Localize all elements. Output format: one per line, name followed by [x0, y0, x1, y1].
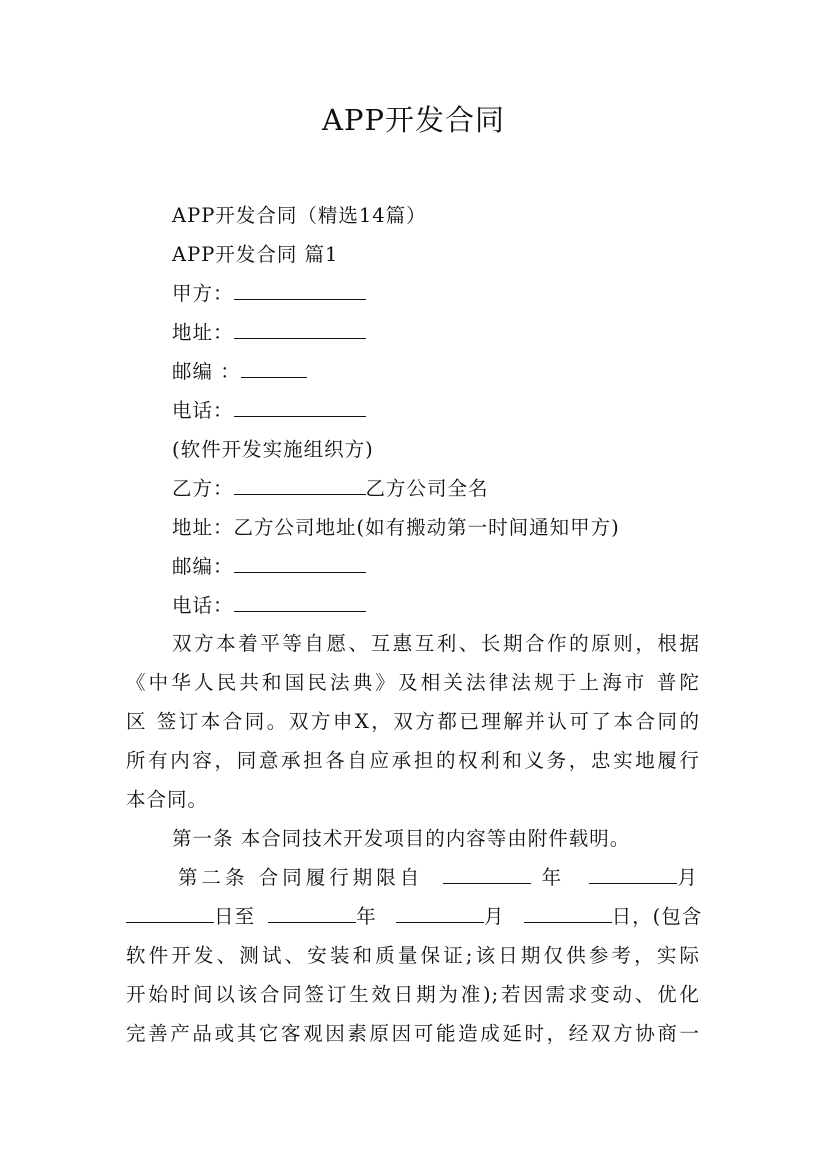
article-2-line-3: 软件开发、测试、安装和质量保证;该日期仅供参考，实际 — [126, 944, 700, 967]
postcode-b-line — [172, 551, 366, 579]
para1-line-1: 双方本着平等自愿、互惠互利、长期合作的原则，根据 — [172, 632, 700, 655]
end-year-blank — [268, 904, 356, 923]
party-b-line — [172, 473, 489, 501]
start-month-blank — [589, 865, 677, 884]
party-b-address: 地址：乙方公司地址(如有搬动第一时间通知甲方) — [172, 516, 620, 539]
article-2-line-4: 开始时间以该合同签订生效日期为准);若因需求变动、优化 — [126, 983, 700, 1006]
phone-a-blank — [234, 398, 366, 417]
start-year-blank — [443, 865, 531, 884]
start-year-label: 年 — [541, 866, 566, 889]
end-month-blank — [396, 904, 484, 923]
phone-a-line — [172, 395, 366, 423]
article-2-line-5: 完善产品或其它客观因素原因可能造成延时，经双方协商一 — [126, 1022, 700, 1045]
document-title: APP开发合同 — [322, 103, 505, 137]
phone-a-label: 电话： — [172, 399, 234, 422]
party-b-label: 乙方： — [172, 477, 234, 500]
article-2-prefix: 第二条 合同履行期限自 — [178, 866, 424, 889]
phone-b-blank — [234, 593, 366, 612]
postcode-b-label: 邮编： — [172, 555, 234, 578]
start-day-to: 日至 — [214, 905, 256, 928]
party-a-label: 甲方： — [172, 282, 234, 305]
start-month-label: 月 — [677, 866, 701, 889]
para1-line-3: 区 签订本合同。双方申X，双方都已理解并认可了本合同的 — [126, 710, 700, 733]
start-day-blank — [126, 904, 214, 923]
end-year-label: 年 — [356, 905, 377, 928]
article-1: 第一条 本合同技术开发项目的内容等由附件载明。 — [172, 827, 631, 850]
phone-b-line — [172, 590, 366, 618]
party-a-blank — [234, 281, 366, 300]
party-b-blank — [234, 476, 366, 495]
end-day-label: 日，(包含 — [611, 905, 703, 928]
end-day-blank — [524, 904, 612, 923]
postcode-a-blank — [241, 359, 307, 378]
phone-b-label: 电话： — [172, 594, 234, 617]
postcode-a-label: 邮编 ： — [172, 360, 241, 383]
article-2-line-2 — [126, 901, 702, 929]
article-2-line-1 — [178, 862, 701, 890]
party-b-name: 乙方公司全名 — [365, 477, 489, 500]
party-a-line — [172, 278, 366, 306]
end-month-label: 月 — [483, 905, 505, 928]
section-heading: APP开发合同 篇1 — [172, 243, 339, 266]
address-a-line — [172, 317, 366, 345]
para1-line-2: 《中华人民共和国民法典》及相关法律法规于上海市 普陀 — [126, 671, 700, 694]
address-a-blank — [234, 320, 366, 339]
party-b-note: (软件开发实施组织方) — [172, 438, 374, 461]
document-subtitle: APP开发合同（精选14篇） — [172, 204, 427, 227]
postcode-a-line — [172, 356, 307, 384]
postcode-b-blank — [234, 554, 366, 573]
para1-line-5: 本合同。 — [126, 788, 209, 811]
address-a-label: 地址： — [172, 321, 234, 344]
para1-line-4: 所有内容，同意承担各自应承担的权利和义务，忠实地履行 — [126, 749, 700, 772]
